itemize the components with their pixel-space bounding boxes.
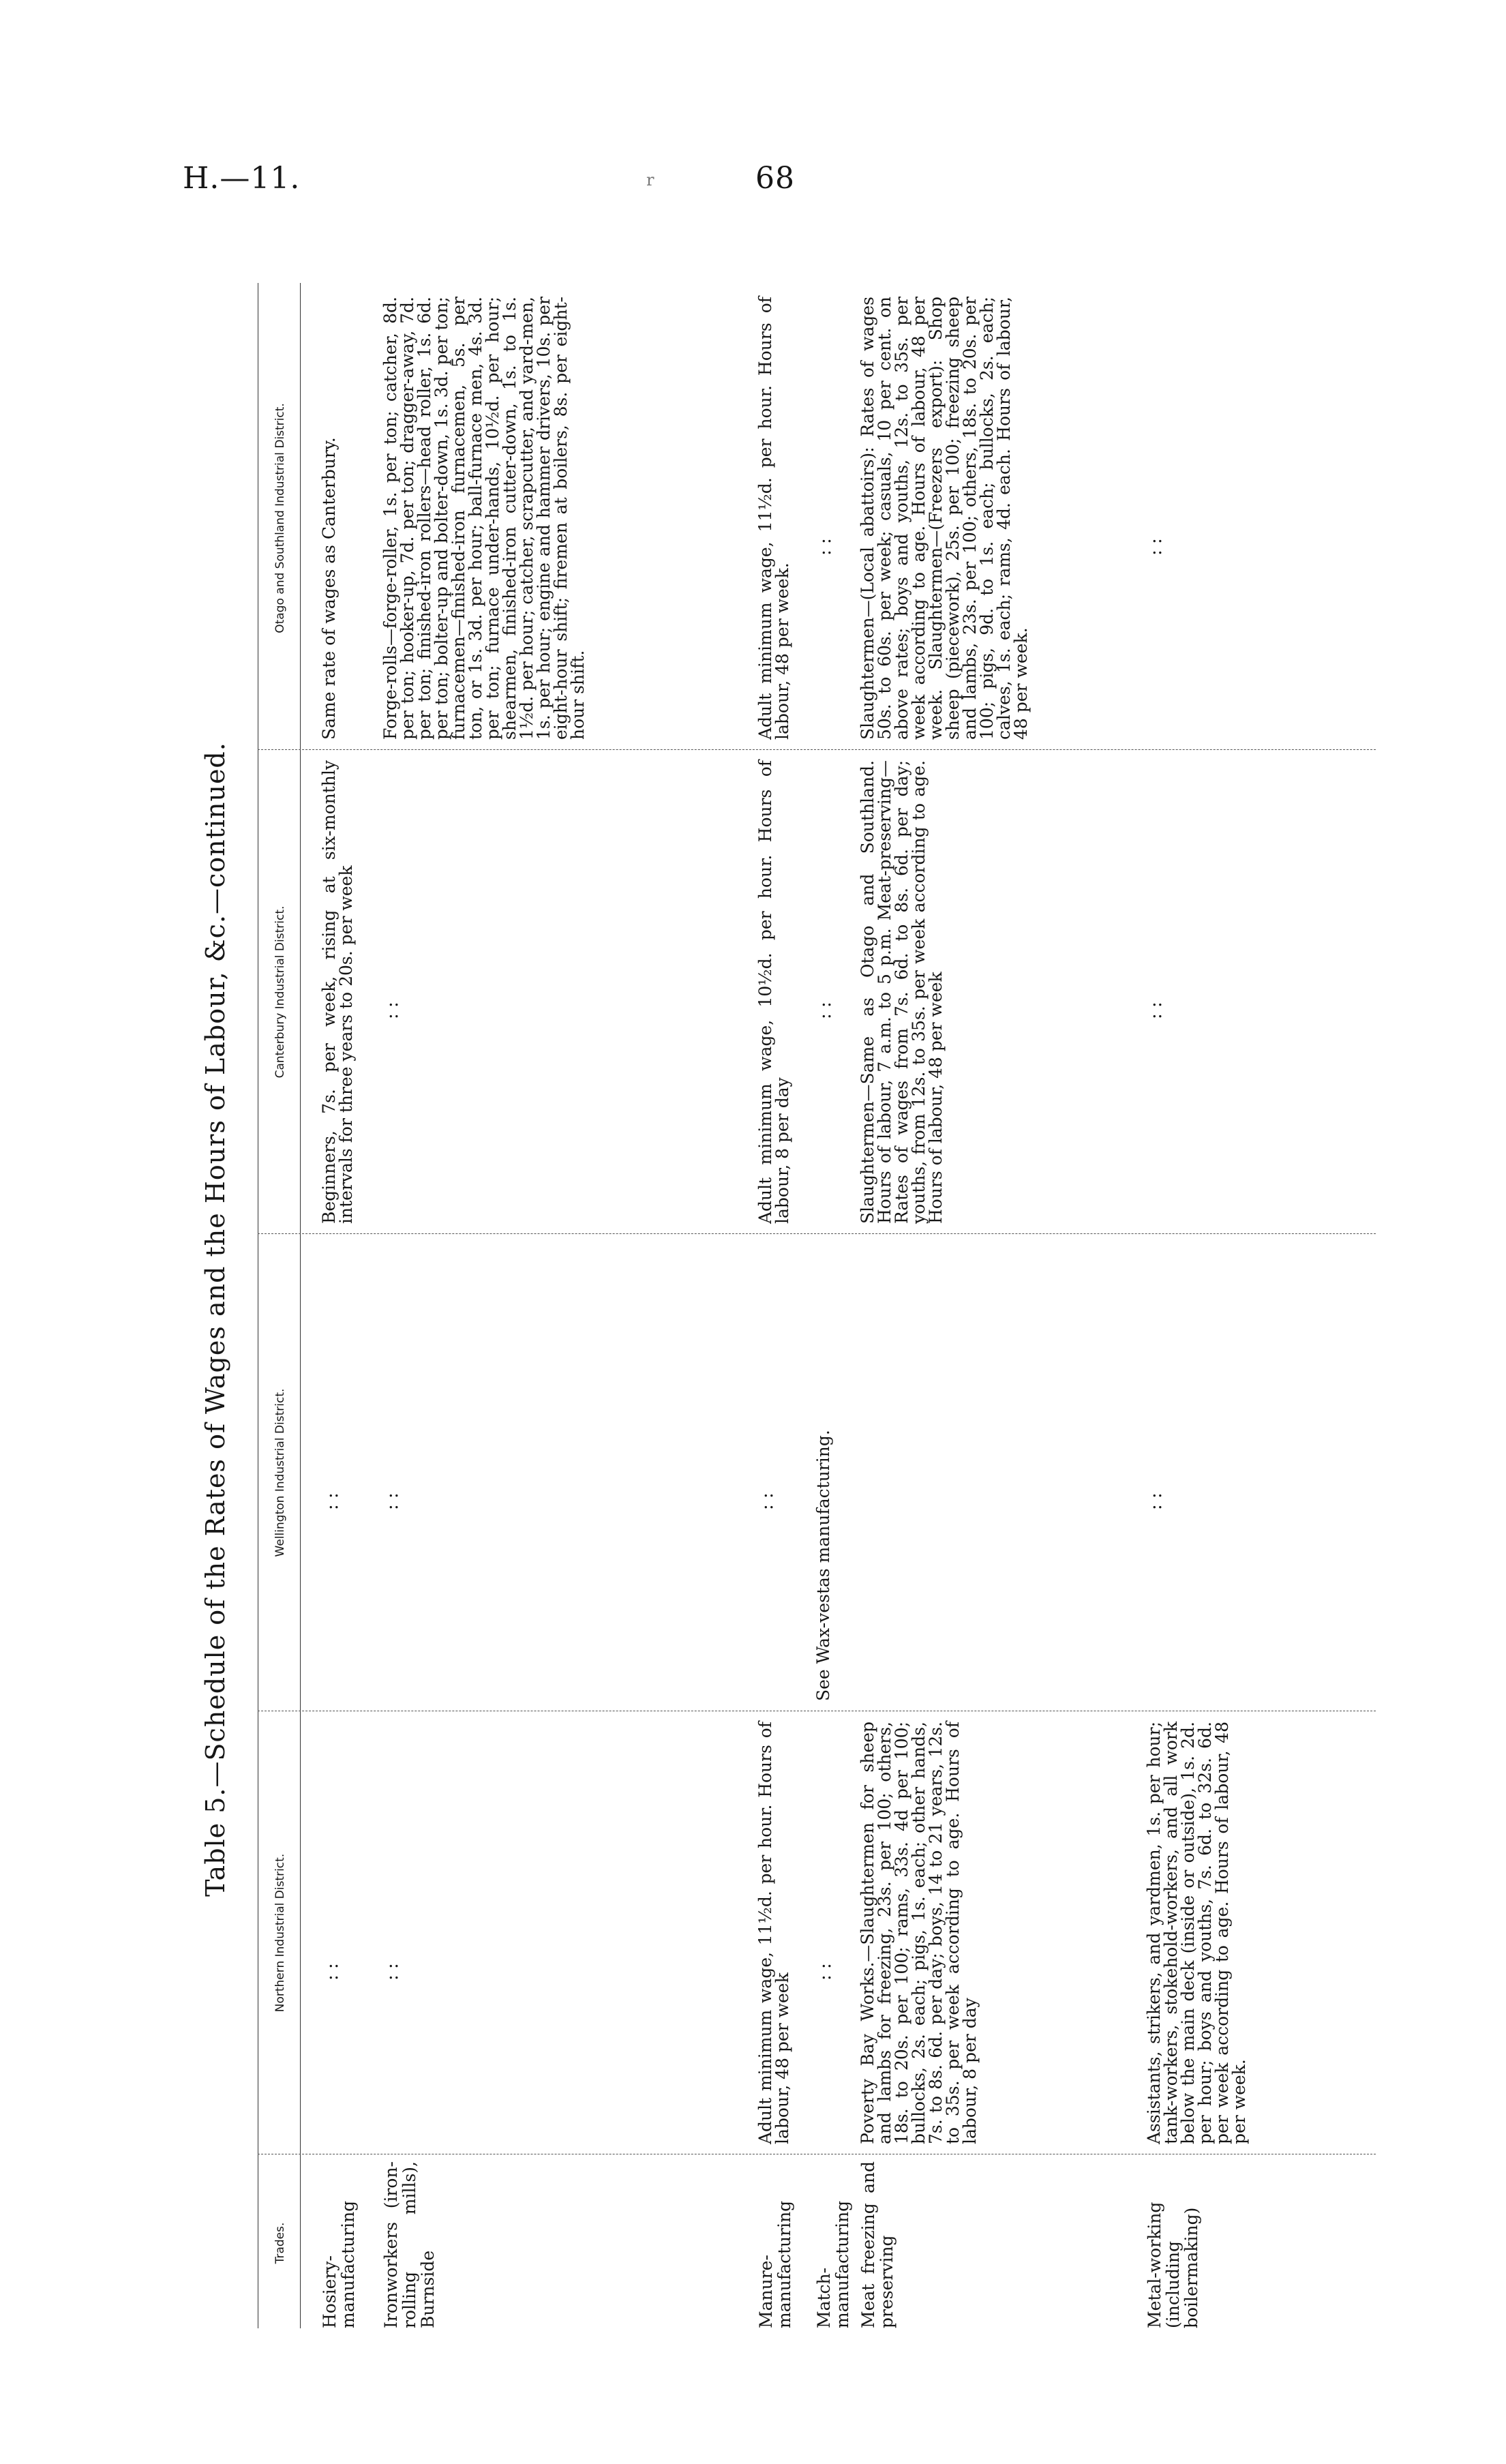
column-header-otago: Otago and Southland Industrial District. (273, 403, 287, 633)
column-header-trades: Trades. (273, 2222, 287, 2264)
rotated-table-page (177, 222, 1432, 2328)
otago-meat: Slaughtermen—(Local abattoirs): Rates of wages 50s. to 60s. per week; casuals, 10 per cent. on above rates; boys and youths, 12s. to 35s. per week according to age. Hours of labour, 48 per week. Slaughtermen—(Freezers export): Shop sheep (piecework), 25s. per 100; freezing sheep and lambs, 23s. per 100; others, 18s. to 20s. per 100; pigs, 9d. to 1s. each; bullocks, 2s. each; calves, 1s. each; rams, 4d. each. Hours of labour, 48 per week. (858, 297, 1031, 740)
ellipsis: : : (382, 1002, 402, 1019)
ellipsis: : : (382, 1963, 402, 1981)
trade-meat: Meat freezing and preserving (858, 2161, 897, 2328)
northern-manure: Adult minimum wage, 11½d. per hour. Hours of labour, 48 per week (755, 1722, 792, 2144)
canterbury-manure: Adult minimum wage, 10½d. per hour. Hours of labour, 8 per day (755, 760, 792, 1224)
otago-ironworkers: Forge-rolls—forge-roller, 1s. per ton; catcher, 8d. per ton; hooker-up, 7d. per ton; dragger-away, 7d. per ton; finished-iron rollers—head roller, 1s. 6d. per ton; bolter-up and bolter-down, 1s. 3d. per ton; furnacemen—finished-iron furnacemen, 5s. per ton, or 1s. 3d. per hour; ball-furnace men, 4s. 3d. per ton; furnace under-hands, 10½d. per hour; shearmen, finished-iron cutter-down, 1s. to 1s. 1½d. per hour; catcher, scrapcutter, and yard-men, 1s. per hour; engine and hammer drivers, 10s. per eight-hour shift; firemen at boilers, 8s. per eight-hour shift. (380, 297, 588, 740)
ellipsis: : : (1145, 1492, 1166, 1510)
ellipsis: : : (815, 1963, 835, 1981)
trade-metal-working: Metal-working (including boilermaking) (1145, 2202, 1201, 2328)
table-title: Table 5.—Schedule of the Rates of Wages and the Hours of Labour, &c.—continued. (200, 742, 230, 1897)
column-divider (258, 1233, 1376, 1234)
ellipsis: : : (322, 1492, 342, 1510)
column-header-northern: Northern Industrial District. (273, 1853, 287, 2013)
trade-hosiery: Hosiery-manufacturing (320, 2200, 358, 2328)
column-divider (258, 749, 1376, 750)
northern-meat: Poverty Bay Works.—Slaughtermen for sheep and lambs for freezing, 23s. per 100; others, 18s. to 20s. per 100; rams, 33s. 4d per 100; bullocks, 2s. each; pigs, 1s. each; other hands, 7s. to 8s. 6d. per day; boys, 14 to 21 years, 12s. to 35s. per week according to age. Hours of labour, 8 per day (858, 1722, 980, 2144)
ellipsis: : : (1145, 1002, 1166, 1019)
ellipsis: : : (815, 538, 835, 556)
northern-metal-working: Assistants, strikers, and yardmen, 1s. per hour; tank-workers, stokehold-workers, and all work below the main deck (inside or outside), 1s. 2d. per hour; boys and youths, 7s. 6d. to 32s. 6d. per week according to age. Hours of labour, 48 per week. (1144, 1722, 1249, 2144)
otago-manure: Adult minimum wage, 11½d. per hour. Hours of labour, 48 per week. (755, 297, 792, 740)
canterbury-meat: Slaughtermen—Same as Otago and Southland. Hours of labour, 7 a.m. to 5 p.m. Meat-preserving—Rates of wages from 7s. 6d. to 8s. 6d. per day; youths, from 12s. to 35s. per week according to age. Hours of labour, 48 per week (858, 760, 946, 1224)
page-number: 68 (755, 161, 795, 196)
ellipsis: : : (322, 1963, 342, 1981)
ellipsis: : : (1145, 538, 1166, 556)
ellipsis: : : (382, 1492, 402, 1510)
trade-ironworkers: Ironworkers (iron-rolling mills), Burnside (381, 2161, 438, 2328)
stray-mark: r (646, 170, 655, 190)
ellipsis: : : (757, 1492, 777, 1510)
document-code: H.—11. (183, 161, 301, 196)
wellington-match: See Wax-vestas manufacturing. (813, 1430, 833, 1701)
ellipsis: : : (815, 1002, 835, 1019)
trade-manure: Manure-manufacturing (756, 2200, 794, 2328)
column-header-canterbury: Canterbury Industrial District. (273, 905, 287, 1079)
rule-header (300, 283, 301, 2328)
canterbury-hosiery: Beginners, 7s. per week, rising at six-monthly intervals for three years to 20s. per week (319, 760, 356, 1224)
column-header-wellington: Wellington Industrial District. (273, 1388, 287, 1557)
trade-match: Match-manufacturing (814, 2200, 852, 2328)
otago-hosiery: Same rate of wages as Canterbury. (319, 437, 339, 740)
